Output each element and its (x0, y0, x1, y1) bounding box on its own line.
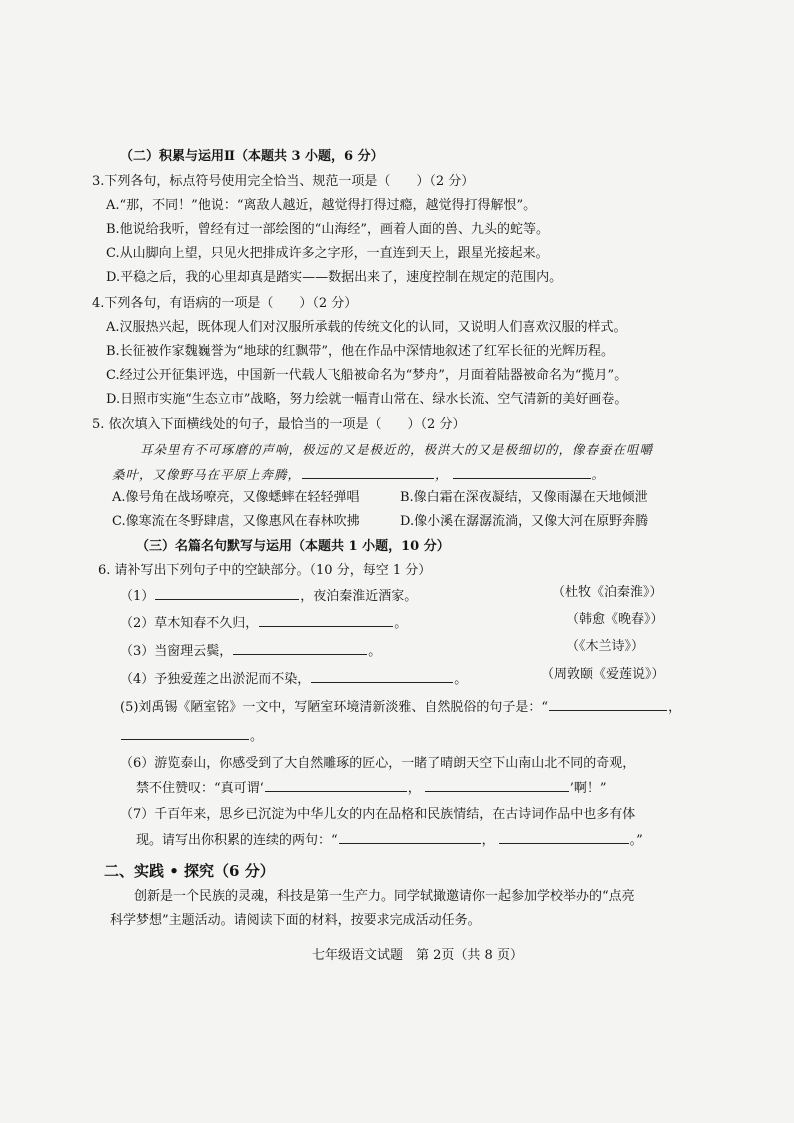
q5-blank-2[interactable] (453, 465, 591, 479)
q6-item-2-source: （韩愈《晚春》） (566, 612, 664, 627)
q6-item-5-text: (5)刘禹锡《陋室铭》一文中，写陋室环境清新淡雅、自然脱俗的句子是：“ (120, 700, 549, 715)
q6-item-7-end: 。” (629, 833, 643, 848)
q6-item-7-line1: （7）千百年来，思乡已沉淀为中华儿女的内在品格和民族情结，在古诗词作品中也多有体 (120, 807, 636, 822)
part-two-title: 二、实践 • 探究（6 分） (104, 862, 275, 880)
q6-item-7-blank-1[interactable] (339, 830, 481, 844)
q6-item-2-text: （2）草木知春不久归， (120, 616, 259, 631)
q6-item-1-number: （1） (120, 589, 155, 604)
q5-period: 。 (591, 467, 606, 482)
section-two-title: （二）积累与运用Ⅱ（本题共 3 小题，6 分） (120, 149, 384, 164)
section-three-title: （三）名篇名句默写与运用（本题共 1 小题，10 分） (136, 539, 450, 554)
q6-item-5-comma: ， (668, 700, 682, 715)
q5-comma: ， (435, 467, 449, 482)
q6-item-6-blank-2[interactable] (425, 778, 569, 792)
q6-item-6-line2 (136, 778, 607, 798)
q5-blank-1[interactable] (302, 465, 434, 479)
q6-item-4-source: （周敦颐《爱莲说》） (541, 667, 665, 682)
part-two-intro-line1: 创新是一个民族的灵魂，科技是第一生产力。同学轼撖邀请你一起参加学校举办的“点亮 (134, 889, 635, 904)
q6-item-2-blank[interactable] (259, 613, 393, 627)
q6-item-6-end: ’啊！” (569, 781, 607, 796)
q6-item-4 (120, 669, 467, 689)
part-two-intro-line2: 科学梦想”主题活动。请阅读下面的材料，按要求完成活动任务。 (110, 913, 481, 928)
q6-item-5-blank-2[interactable] (121, 726, 249, 740)
q4-option-a: A.汉服热兴起，既体现人们对汉服所承载的传统文化的认同，又说明人们喜欢汉服的样式。 (106, 320, 627, 335)
q6-item-4-blank[interactable] (311, 669, 453, 683)
q6-item-4-text: （4）予独爱莲之出淤泥而不染， (120, 672, 311, 687)
q3-option-a: A.“那，不同！”他说：“离敌人越近，越觉得打得过瘾，越觉得打得解恨”。 (106, 198, 537, 213)
q6-item-3-text: （3）当窗理云鬓， (120, 644, 233, 659)
q4-option-c: C.经过公开征集评选，中国新一代载人飞船被命名为“梦舟”，月面着陆器被命名为“揽月”。 (106, 368, 628, 383)
q5-option-d: D.像小溪在潺潺流淌，又像大河在原野奔腾 (400, 514, 649, 529)
q6-item-7-comma: ， (481, 833, 495, 848)
q6-item-7-text: 现。请写出你积累的连续的两句：“ (136, 833, 338, 848)
q6-item-2 (120, 613, 407, 633)
q3-option-b: B.他说给我听，曾经有过一部绘图的“山海经”，画着人面的兽、九头的蛇等。 (106, 222, 549, 237)
page-footer: 七年级语文试题 第 2页（共 8 页） (312, 948, 523, 963)
q6-item-1-blank[interactable] (155, 586, 299, 600)
q5-passage-line1: 耳朵里有不可琢磨的声响，极远的又是极近的，极洪大的又是极细切的，像春蚕在咀嚼 (140, 442, 654, 457)
q5-passage-text: 桑叶，又像野马在平原上奔腾， (112, 467, 302, 482)
q6-item-5 (120, 697, 681, 717)
q6-item-3-blank[interactable] (233, 641, 367, 655)
q6-item-5-blank-1[interactable] (549, 697, 667, 711)
q6-item-7-blank-2[interactable] (499, 830, 629, 844)
q4-stem: 4.下列各句，有语病的一项是（ ）（2 分） (92, 296, 358, 311)
q6-stem: 6. 请补写出下列句子中的空缺部分。（10 分，每空 1 分） (98, 563, 432, 578)
q5-option-b: B.像白霜在深夜凝结，又像雨瀑在天地倾泄 (400, 490, 648, 505)
q6-item-7-line2 (136, 830, 643, 850)
q3-option-d: D.平稳之后，我的心里却真是踏实——数据出来了，速度控制在规定的范围内。 (106, 270, 563, 285)
q6-item-5-end: 。 (250, 729, 264, 744)
q6-item-1-source: （杜牧《泊秦淮》） (552, 585, 663, 600)
q4-option-b: B.长征被作家魏巍誉为“地球的红飘带”，他在作品中深情地叙述了红军长征的光辉历程。 (106, 344, 614, 359)
q6-item-3 (120, 641, 381, 661)
q3-option-c: C.从山脚向上望，只见火把排成许多之字形，一直连到天上，跟星光接起来。 (106, 246, 549, 261)
q6-item-5-line2 (120, 726, 263, 746)
q6-item-1-text: ，夜泊秦淮近酒家。 (300, 589, 418, 604)
q5-stem: 5. 依次填入下面横线处的句子，最恰当的一项是（ ）（2 分） (92, 417, 466, 432)
q5-option-a: A.像号角在战场嘹亮，又像蟋蟀在轻轻弹唱 (112, 490, 360, 505)
q6-item-6-comma: ， (407, 781, 421, 796)
q6-item-4-end: 。 (454, 672, 468, 687)
q6-item-3-source: （《木兰诗》） (566, 639, 645, 654)
q5-passage-line2 (112, 465, 605, 484)
q6-item-2-end: 。 (394, 616, 408, 631)
q6-item-6-blank-1[interactable] (265, 778, 407, 792)
q6-item-6-text: 禁不住赞叹：“真可谓‘ (136, 781, 264, 796)
q6-item-6-line1: （6）游览泰山，你感受到了大自然雕琢的匠心，一睹了晴朗天空下山南山北不同的奇观， (120, 756, 636, 771)
q5-option-c: C.像寒流在冬野肆虐，又像惠风在春林吹拂 (112, 514, 360, 529)
q3-stem: 3.下列各句，标点符号使用完全恰当、规范一项是（ ）（2 分） (92, 174, 475, 189)
q6-item-3-end: 。 (368, 644, 382, 659)
q4-option-d: D.日照市实施“生态立市”战略，努力绘就一幅青山常在、绿水长流、空气清新的美好画卷。 (106, 392, 628, 407)
q6-item-1 (120, 586, 417, 606)
